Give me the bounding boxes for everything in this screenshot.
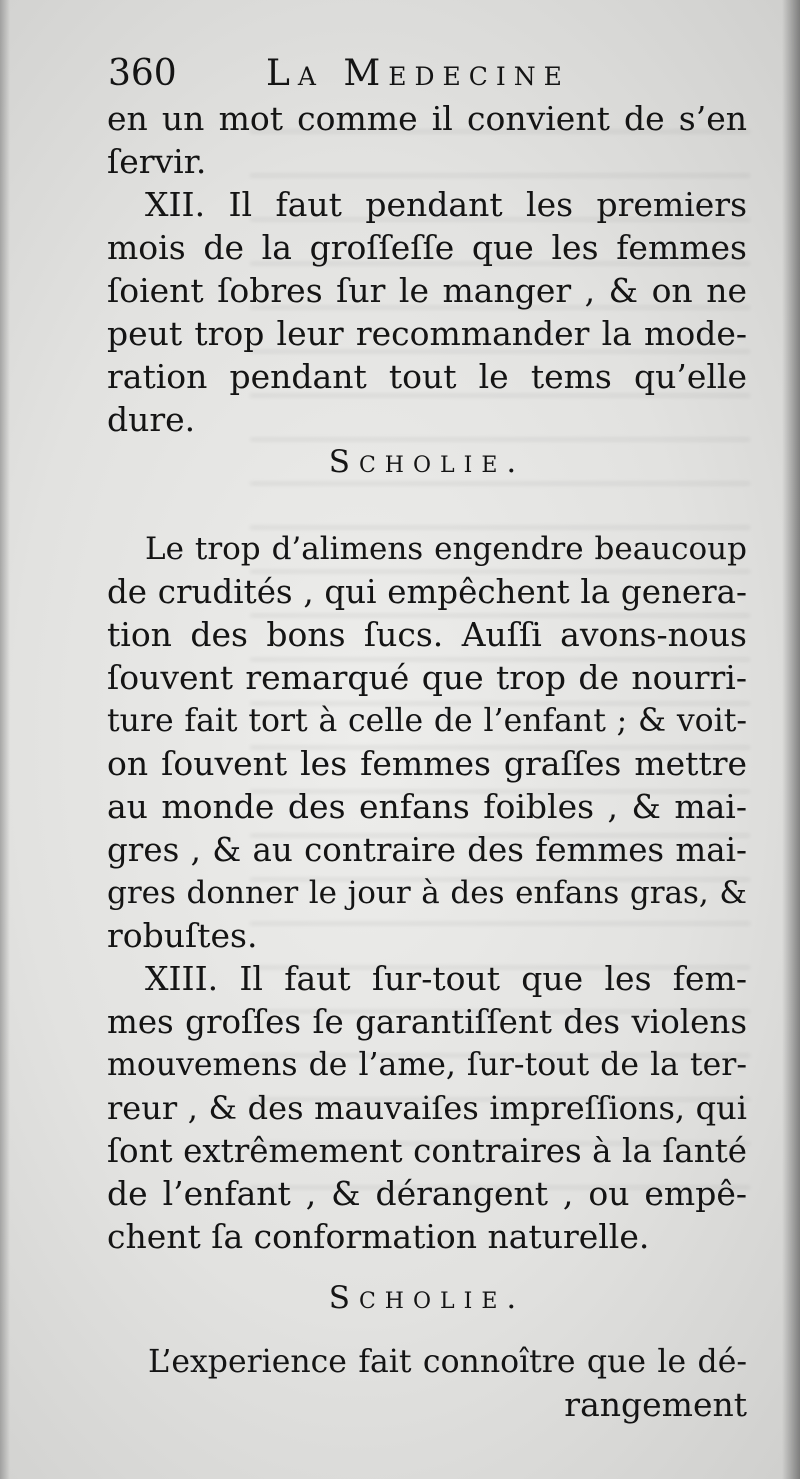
text-line: ſouvent remarqué que trop de nourri- — [107, 658, 747, 697]
text-line: tion des bons ſucs. Auſſi avons-nous — [107, 615, 747, 654]
scholie-heading: Scholie. — [328, 1280, 526, 1316]
text-line: de l’enfant , & dérangent , ou empê- — [107, 1174, 747, 1213]
text-line: chent ſa conformation naturelle. — [107, 1217, 650, 1256]
text-line: ſoient ſobres ſur le manger , & on ne — [107, 271, 747, 310]
page-number: 360 — [108, 53, 177, 94]
article-line: XIII. Il faut ſur-tout que les fem- — [145, 959, 747, 998]
page-edge-left — [0, 0, 10, 1479]
text-line: gres , & au contraire des femmes mai- — [107, 831, 747, 869]
text-line: mouvemens de l’ame, ſur-tout de la ter- — [107, 1047, 747, 1083]
text-line: au monde des enfans foibles , & mai- — [107, 787, 747, 826]
scholie-line: L’experience fait connoître que le dé- — [148, 1344, 747, 1380]
text-line: reur , & des mauvaiſes impreſſions, qui — [107, 1089, 747, 1127]
text-line: robuſtes. — [107, 916, 258, 955]
text-line: en un mot comme il convient de s’en — [107, 99, 747, 138]
text-line: peut trop leur recommander la mode- — [107, 314, 747, 353]
scholie-line: Le trop d’alimens engendre beaucoup — [145, 531, 747, 567]
scholie-heading: Scholie. — [328, 444, 526, 480]
text-line: mois de la groſſeſſe que les femmes — [107, 228, 747, 267]
text-line: ſervir. — [107, 142, 207, 181]
text-line: ture fait tort à celle de l’enfant ; & voit- — [107, 703, 747, 739]
running-title: La Medecine — [266, 53, 570, 94]
page-header — [108, 50, 748, 98]
text-line: mes groſſes ſe garantiſſent des violens — [107, 1003, 747, 1041]
text-line: ſont extrêmement contraires à la ſanté — [107, 1132, 747, 1170]
page-edge-right — [782, 0, 800, 1479]
text-line: dure. — [107, 400, 196, 439]
text-line: de crudités , qui empêchent la genera- — [107, 573, 747, 611]
text-line: gres donner le jour à des enfans gras, & — [107, 875, 747, 911]
text-line: on ſouvent les femmes graſſes mettre — [107, 744, 747, 783]
catchword: rangement — [564, 1385, 747, 1424]
article-line: XII. Il faut pendant les premiers — [145, 185, 747, 224]
text-line: ration pendant tout le tems qu’elle — [107, 357, 747, 396]
